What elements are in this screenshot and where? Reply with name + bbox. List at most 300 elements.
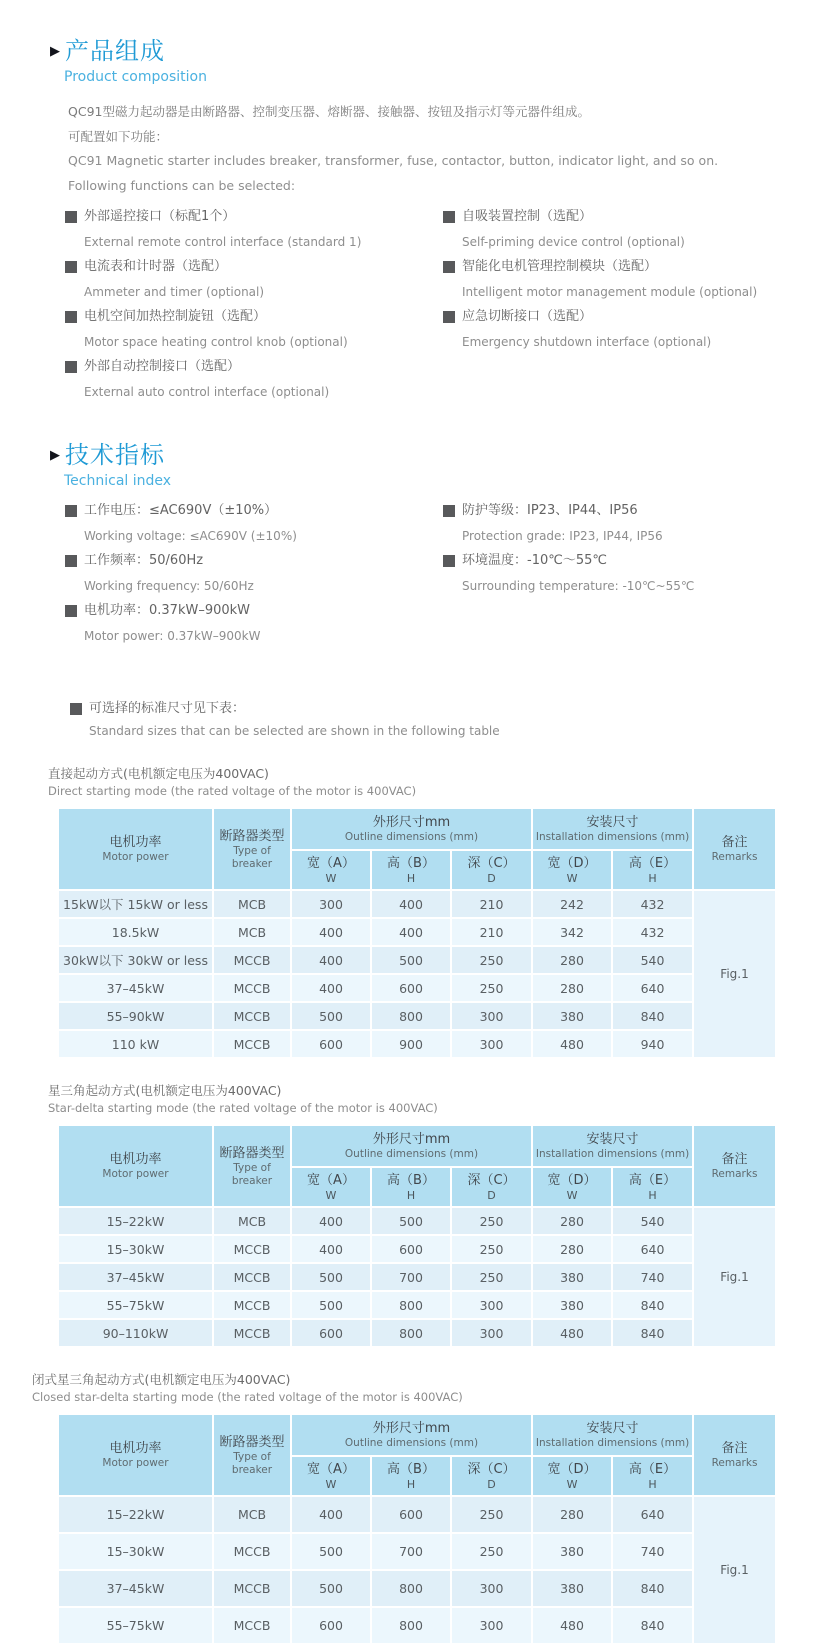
feature-text-zh: 智能化电机管理控制模块（选配） xyxy=(462,259,658,274)
header-label-zh: 宽（D） xyxy=(547,855,597,871)
table-row xyxy=(58,1291,776,1319)
technical-text-en: Working voltage: ≤AC690V (±10%) xyxy=(84,529,297,543)
note-label-zh: 可选择的标准尺寸见下表： xyxy=(89,701,246,716)
motor-power-cell: 90–110kW xyxy=(58,1319,213,1347)
technical-item xyxy=(443,498,694,548)
technical-text-en: Protection grade: IP23, IP44, IP56 xyxy=(462,529,663,543)
dimension-cell: 640 xyxy=(612,1496,693,1533)
dimension-cell: 250 xyxy=(451,1263,532,1291)
section-heading xyxy=(50,440,830,470)
motor-power-cell: 110 kW xyxy=(58,1030,213,1058)
table-header-cell xyxy=(532,1456,612,1496)
feature-text-en: External auto control interface (optional) xyxy=(84,385,330,399)
header-label-zh: 宽（D） xyxy=(547,1172,597,1188)
square-bullet-icon xyxy=(443,311,455,323)
header-label-en: Remarks xyxy=(711,1457,758,1469)
header-label-en: W xyxy=(566,1188,578,1202)
header-label-en: H xyxy=(406,1188,416,1202)
dimension-cell: 250 xyxy=(451,974,532,1002)
table-header-cell xyxy=(213,1414,291,1496)
table-header-cell xyxy=(693,1414,776,1496)
triangle-bullet-icon: ▶ xyxy=(50,447,60,463)
table-caption-en: Direct starting mode (the rated voltage of the motor is 400VAC) xyxy=(48,784,417,798)
dimension-cell: 210 xyxy=(451,890,532,918)
paragraph-line: QC91 Magnetic starter includes breaker, transformer, fuse, contactor, button, indicator light, and so on. xyxy=(68,153,719,168)
section-title-en: Product composition xyxy=(64,69,207,85)
breaker-type-cell: MCCB xyxy=(213,946,291,974)
dimension-cell: 600 xyxy=(371,974,451,1002)
intro-paragraph xyxy=(68,100,830,198)
table-caption-en: Star-delta starting mode (the rated voltage of the motor is 400VAC) xyxy=(48,1101,438,1115)
technical-column-right xyxy=(443,498,694,648)
table-header-row xyxy=(58,1414,776,1456)
header-label-zh: 安装尺寸 xyxy=(586,1421,639,1436)
technical-label-zh xyxy=(443,498,694,524)
table-header-cell xyxy=(58,1414,213,1496)
header-label-en: D xyxy=(487,871,496,885)
section-title-zh: 产品组成 xyxy=(65,37,165,65)
dimension-cell: 600 xyxy=(291,1607,371,1644)
motor-power-cell: 55–75kW xyxy=(58,1607,213,1644)
header-label-zh: 宽（A） xyxy=(307,1172,355,1188)
table-row xyxy=(58,890,776,918)
table-header-cell xyxy=(451,1167,532,1207)
paragraph-line: Following functions can be selected: xyxy=(68,177,296,193)
remark-cell: Fig.1 xyxy=(693,890,776,1058)
dimension-cell: 600 xyxy=(371,1496,451,1533)
section-product-composition xyxy=(0,36,830,404)
dimension-cell: 500 xyxy=(291,1263,371,1291)
breaker-type-cell: MCCB xyxy=(213,974,291,1002)
feature-text-zh: 电流表和计时器（选配） xyxy=(84,259,228,274)
square-bullet-icon xyxy=(443,505,455,517)
header-label-zh: 高（B） xyxy=(387,1172,435,1188)
breaker-type-cell: MCB xyxy=(213,918,291,946)
header-label-zh: 高（E） xyxy=(628,1461,677,1477)
dimension-cell: 480 xyxy=(532,1319,612,1347)
motor-power-cell: 15–22kW xyxy=(58,1496,213,1533)
table-closed-star-delta xyxy=(57,1413,777,1645)
feature-label-zh xyxy=(65,304,443,330)
table-header-cell xyxy=(451,850,532,890)
dimension-cell: 700 xyxy=(371,1263,451,1291)
square-bullet-icon xyxy=(65,311,77,323)
table-star-delta xyxy=(57,1124,777,1348)
header-label-zh: 外形尺寸mm xyxy=(372,815,451,830)
dimension-cell: 400 xyxy=(371,918,451,946)
table-header-cell xyxy=(693,1125,776,1207)
feature-item xyxy=(443,254,757,304)
dimension-cell: 280 xyxy=(532,974,612,1002)
table-header-cell xyxy=(532,850,612,890)
header-label-zh: 深（C） xyxy=(467,855,516,871)
dimension-cell: 500 xyxy=(371,1207,451,1235)
remark-cell: Fig.1 xyxy=(693,1207,776,1347)
table-block-direct-starting xyxy=(48,764,830,1059)
dimension-cell: 300 xyxy=(451,1607,532,1644)
square-bullet-icon xyxy=(443,211,455,223)
feature-item xyxy=(65,354,443,404)
dimension-cell: 400 xyxy=(291,1207,371,1235)
feature-item xyxy=(443,304,757,354)
header-label-zh: 备注 xyxy=(721,1441,748,1456)
header-label-zh: 电机功率 xyxy=(109,835,162,850)
dimension-cell: 300 xyxy=(291,890,371,918)
feature-text-en: Intelligent motor management module (optional) xyxy=(462,285,758,299)
note-zh xyxy=(70,698,830,720)
feature-text-zh: 外部遥控接口（标配1个） xyxy=(84,209,236,224)
feature-text-zh: 外部自动控制接口（选配） xyxy=(84,359,241,374)
header-label-en: Remarks xyxy=(711,851,758,863)
header-label-en: Outline dimensions (mm) xyxy=(344,1437,479,1449)
dimension-cell: 600 xyxy=(291,1319,371,1347)
header-label-en: Type of breaker xyxy=(231,1161,273,1187)
motor-power-cell: 55–75kW xyxy=(58,1291,213,1319)
table-header-cell xyxy=(291,1125,532,1167)
dimension-cell: 800 xyxy=(371,1607,451,1644)
header-label-en: Type of breaker xyxy=(231,1450,273,1476)
dimension-cell: 300 xyxy=(451,1030,532,1058)
feature-text-en: Motor space heating control knob (optional) xyxy=(84,335,348,349)
note-en: Standard sizes that can be selected are shown in the following table xyxy=(89,724,500,738)
paragraph-line: QC91型磁力起动器是由断路器、控制变压器、熔断器、接触器、按钮及指示灯等元器件组成。 xyxy=(68,104,590,119)
table-row xyxy=(58,918,776,946)
paragraph-line: 可配置如下功能： xyxy=(68,128,169,144)
header-label-en: Outline dimensions (mm) xyxy=(344,1148,479,1160)
table-caption-zh: 闭式星三角起动方式(电机额定电压为400VAC) xyxy=(32,1372,291,1387)
header-label-en: Motor power xyxy=(102,1168,169,1180)
feature-item xyxy=(65,254,443,304)
technical-text-zh: 电机功率：0.37kW–900kW xyxy=(84,603,251,618)
dimension-cell: 400 xyxy=(291,1496,371,1533)
dimension-cell: 432 xyxy=(612,890,693,918)
feature-text-en: Ammeter and timer (optional) xyxy=(84,285,265,299)
dimension-cell: 480 xyxy=(532,1607,612,1644)
dimension-cell: 500 xyxy=(291,1291,371,1319)
motor-power-cell: 15kW以下 15kW or less xyxy=(58,890,213,918)
technical-item xyxy=(443,548,694,598)
table-header-cell xyxy=(532,1414,693,1456)
header-label-en: W xyxy=(325,871,337,885)
dimension-cell: 250 xyxy=(451,1207,532,1235)
table-header-cell xyxy=(451,1456,532,1496)
technical-item xyxy=(65,598,443,648)
table-header-cell xyxy=(291,1456,371,1496)
feature-label-zh xyxy=(443,254,757,280)
table-block-star-delta xyxy=(48,1081,830,1348)
feature-text-en: Emergency shutdown interface (optional) xyxy=(462,335,712,349)
square-bullet-icon xyxy=(65,361,77,373)
breaker-type-cell: MCCB xyxy=(213,1319,291,1347)
dimension-cell: 300 xyxy=(451,1002,532,1030)
dimension-cell: 380 xyxy=(532,1533,612,1570)
header-label-en: D xyxy=(487,1477,496,1491)
dimension-cell: 800 xyxy=(371,1319,451,1347)
dimension-cell: 800 xyxy=(371,1002,451,1030)
dimension-cell: 400 xyxy=(291,1235,371,1263)
square-bullet-icon xyxy=(443,261,455,273)
feature-label-zh xyxy=(443,304,757,330)
table-header-cell xyxy=(291,1167,371,1207)
header-label-zh: 深（C） xyxy=(467,1172,516,1188)
header-label-zh: 高（B） xyxy=(387,855,435,871)
dimension-cell: 250 xyxy=(451,1235,532,1263)
motor-power-cell: 15–22kW xyxy=(58,1207,213,1235)
dimension-cell: 480 xyxy=(532,1030,612,1058)
feature-list xyxy=(65,204,830,404)
dimension-cell: 300 xyxy=(451,1319,532,1347)
feature-text-zh: 电机空间加热控制旋钮（选配） xyxy=(84,309,267,324)
motor-power-cell: 37–45kW xyxy=(58,974,213,1002)
header-label-en: Remarks xyxy=(711,1168,758,1180)
table-caption-zh: 直接起动方式(电机额定电压为400VAC) xyxy=(48,766,269,781)
table-row xyxy=(58,1533,776,1570)
dimension-cell: 840 xyxy=(612,1319,693,1347)
header-label-en: H xyxy=(406,1477,416,1491)
dimension-cell: 840 xyxy=(612,1570,693,1607)
dimension-cell: 600 xyxy=(371,1235,451,1263)
section-technical-index xyxy=(0,440,830,648)
dimension-cell: 540 xyxy=(612,1207,693,1235)
table-header-cell xyxy=(291,808,532,850)
dimension-cell: 242 xyxy=(532,890,612,918)
table-header-cell xyxy=(612,850,693,890)
breaker-type-cell: MCCB xyxy=(213,1030,291,1058)
dimension-cell: 740 xyxy=(612,1263,693,1291)
table-caption-zh: 星三角起动方式(电机额定电压为400VAC) xyxy=(48,1083,282,1098)
breaker-type-cell: MCB xyxy=(213,890,291,918)
table-header-cell xyxy=(371,1167,451,1207)
table-row xyxy=(58,1607,776,1644)
header-label-en: Type of breaker xyxy=(231,844,273,870)
header-label-zh: 电机功率 xyxy=(109,1441,162,1456)
technical-text-zh: 环境温度：-10℃～55℃ xyxy=(462,553,607,568)
header-label-en: Installation dimensions (mm) xyxy=(535,1437,690,1449)
dimension-cell: 380 xyxy=(532,1002,612,1030)
header-label-en: W xyxy=(325,1188,337,1202)
feature-text-zh: 应急切断接口（选配） xyxy=(462,309,593,324)
breaker-type-cell: MCCB xyxy=(213,1291,291,1319)
breaker-type-cell: MCB xyxy=(213,1496,291,1533)
motor-power-cell: 18.5kW xyxy=(58,918,213,946)
triangle-bullet-icon: ▶ xyxy=(50,43,60,59)
header-label-zh: 高（E） xyxy=(628,855,677,871)
table-row xyxy=(58,1263,776,1291)
dimension-cell: 380 xyxy=(532,1263,612,1291)
header-label-en: H xyxy=(648,1477,657,1491)
dimension-cell: 500 xyxy=(291,1533,371,1570)
motor-power-cell: 15–30kW xyxy=(58,1235,213,1263)
feature-item xyxy=(65,304,443,354)
table-row xyxy=(58,946,776,974)
dimension-cell: 400 xyxy=(291,918,371,946)
table-header-row xyxy=(58,808,776,850)
square-bullet-icon xyxy=(65,605,77,617)
header-label-en: D xyxy=(487,1188,496,1202)
dimension-cell: 600 xyxy=(291,1030,371,1058)
header-label-zh: 断路器类型 xyxy=(219,828,285,844)
table-header-cell xyxy=(213,808,291,890)
header-label-zh: 外形尺寸mm xyxy=(372,1421,451,1436)
table-header-cell xyxy=(291,1414,532,1456)
header-label-zh: 外形尺寸mm xyxy=(372,1132,451,1147)
header-label-en: H xyxy=(648,871,657,885)
square-bullet-icon xyxy=(70,703,82,715)
header-label-zh: 高（E） xyxy=(628,1172,677,1188)
dimension-cell: 380 xyxy=(532,1291,612,1319)
feature-label-zh xyxy=(443,204,757,230)
table-header-cell xyxy=(612,1167,693,1207)
motor-power-cell: 15–30kW xyxy=(58,1533,213,1570)
dimension-cell: 400 xyxy=(371,890,451,918)
dimension-cell: 280 xyxy=(532,1207,612,1235)
dimension-cell: 640 xyxy=(612,974,693,1002)
table-row xyxy=(58,974,776,1002)
technical-text-zh: 防护等级：IP23、IP44、IP56 xyxy=(462,503,638,518)
technical-label-zh xyxy=(65,548,443,574)
header-label-en: H xyxy=(648,1188,657,1202)
motor-power-cell: 55–90kW xyxy=(58,1002,213,1030)
dimension-cell: 800 xyxy=(371,1291,451,1319)
table-header-cell xyxy=(532,1167,612,1207)
motor-power-cell: 37–45kW xyxy=(58,1570,213,1607)
table-block-closed-star-delta xyxy=(32,1370,830,1645)
header-label-zh: 断路器类型 xyxy=(219,1434,285,1450)
dimension-cell: 400 xyxy=(291,974,371,1002)
dimension-cell: 280 xyxy=(532,1496,612,1533)
technical-label-zh xyxy=(443,548,694,574)
technical-text-zh: 工作频率：50/60Hz xyxy=(84,553,204,568)
dimension-cell: 840 xyxy=(612,1291,693,1319)
technical-text-en: Motor power: 0.37kW–900kW xyxy=(84,629,261,643)
dimension-cell: 940 xyxy=(612,1030,693,1058)
dimension-cell: 342 xyxy=(532,918,612,946)
header-label-en: Motor power xyxy=(102,851,169,863)
header-label-zh: 深（C） xyxy=(467,1461,516,1477)
dimension-cell: 432 xyxy=(612,918,693,946)
dimension-cell: 300 xyxy=(451,1570,532,1607)
feature-column-right xyxy=(443,204,757,404)
feature-text-zh: 自吸装置控制（选配） xyxy=(462,209,593,224)
table-header-cell xyxy=(213,1125,291,1207)
feature-label-zh xyxy=(65,254,443,280)
technical-label-zh xyxy=(65,498,443,524)
table-row xyxy=(58,1319,776,1347)
dimension-cell: 840 xyxy=(612,1607,693,1644)
square-bullet-icon xyxy=(65,555,77,567)
dimension-cell: 840 xyxy=(612,1002,693,1030)
square-bullet-icon xyxy=(65,211,77,223)
header-label-zh: 断路器类型 xyxy=(219,1145,285,1161)
table-row xyxy=(58,1002,776,1030)
dimension-cell: 380 xyxy=(532,1570,612,1607)
header-label-zh: 备注 xyxy=(721,835,748,850)
table-caption-en: Closed star-delta starting mode (the rated voltage of the motor is 400VAC) xyxy=(32,1390,463,1404)
header-label-zh: 备注 xyxy=(721,1152,748,1167)
header-label-en: Outline dimensions (mm) xyxy=(344,831,479,843)
table-row xyxy=(58,1030,776,1058)
header-label-zh: 宽（A） xyxy=(307,1461,355,1477)
header-label-zh: 电机功率 xyxy=(109,1152,162,1167)
square-bullet-icon xyxy=(65,261,77,273)
dimension-cell: 400 xyxy=(291,946,371,974)
dimension-cell: 500 xyxy=(291,1570,371,1607)
table-header-cell xyxy=(58,808,213,890)
technical-label-zh xyxy=(65,598,443,624)
dimension-cell: 250 xyxy=(451,1496,532,1533)
table-header-cell xyxy=(612,1456,693,1496)
remark-cell: Fig.1 xyxy=(693,1496,776,1644)
dimension-cell: 540 xyxy=(612,946,693,974)
section-title-en: Technical index xyxy=(64,473,172,489)
dimension-cell: 250 xyxy=(451,1533,532,1570)
feature-text-en: External remote control interface (standard 1) xyxy=(84,235,362,249)
technical-text-en: Working frequency: 50/60Hz xyxy=(84,579,254,593)
section-title-zh: 技术指标 xyxy=(65,441,165,469)
table-header-cell xyxy=(291,850,371,890)
table-header-cell xyxy=(58,1125,213,1207)
table-header-cell xyxy=(532,1125,693,1167)
feature-item xyxy=(443,204,757,254)
technical-column-left xyxy=(65,498,443,648)
dimension-cell: 280 xyxy=(532,946,612,974)
header-label-zh: 宽（D） xyxy=(547,1461,597,1477)
header-label-en: W xyxy=(566,1477,578,1491)
breaker-type-cell: MCCB xyxy=(213,1263,291,1291)
dimension-cell: 500 xyxy=(291,1002,371,1030)
technical-item xyxy=(65,498,443,548)
feature-text-en: Self-priming device control (optional) xyxy=(462,235,685,249)
table-direct-starting xyxy=(57,807,777,1059)
feature-column-left xyxy=(65,204,443,404)
dimension-cell: 210 xyxy=(451,918,532,946)
motor-power-cell: 37–45kW xyxy=(58,1263,213,1291)
dimension-cell: 300 xyxy=(451,1291,532,1319)
technical-text-zh: 工作电压：≤AC690V（±10%） xyxy=(84,503,278,518)
header-label-en: W xyxy=(325,1477,337,1491)
feature-label-zh xyxy=(65,354,443,380)
breaker-type-cell: MCCB xyxy=(213,1533,291,1570)
dimension-cell: 640 xyxy=(612,1235,693,1263)
dimension-cell: 500 xyxy=(371,946,451,974)
table-row xyxy=(58,1235,776,1263)
header-label-en: Motor power xyxy=(102,1457,169,1469)
header-label-en: H xyxy=(406,871,416,885)
feature-label-zh xyxy=(65,204,443,230)
dimension-cell: 740 xyxy=(612,1533,693,1570)
table-header-cell xyxy=(532,808,693,850)
header-label-en: Installation dimensions (mm) xyxy=(535,831,690,843)
square-bullet-icon xyxy=(443,555,455,567)
feature-item xyxy=(65,204,443,254)
header-label-zh: 安装尺寸 xyxy=(586,1132,639,1147)
header-label-en: Installation dimensions (mm) xyxy=(535,1148,690,1160)
header-label-zh: 宽（A） xyxy=(307,855,355,871)
dimension-cell: 700 xyxy=(371,1533,451,1570)
breaker-type-cell: MCCB xyxy=(213,1607,291,1644)
technical-item xyxy=(65,548,443,598)
table-row xyxy=(58,1207,776,1235)
table-row xyxy=(58,1496,776,1533)
header-label-zh: 高（B） xyxy=(387,1461,435,1477)
table-header-cell xyxy=(371,850,451,890)
breaker-type-cell: MCCB xyxy=(213,1002,291,1030)
section-heading xyxy=(50,36,830,66)
table-header-cell xyxy=(371,1456,451,1496)
table-header-cell xyxy=(693,808,776,890)
standard-sizes-note xyxy=(70,698,830,742)
breaker-type-cell: MCCB xyxy=(213,1570,291,1607)
